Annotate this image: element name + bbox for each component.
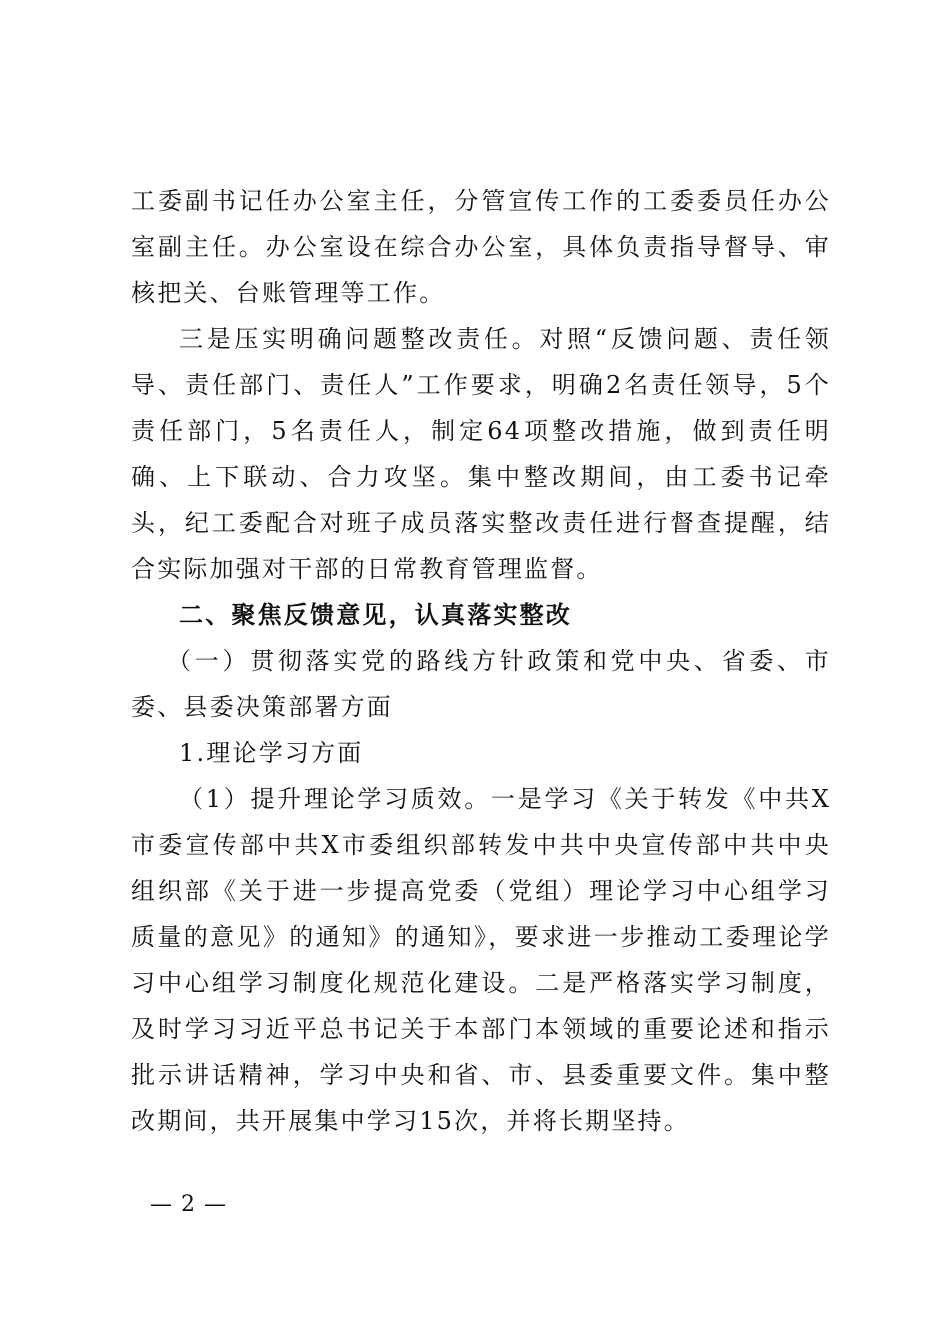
document-body [131,178,831,1144]
item-heading: 1.理论学习方面 [179,739,364,767]
paragraph-theory-study: （1）提升理论学习质效。一是学习《关于转发《中共X市委宣传部中共X市委组织部转发中共中央宣传部中共中央组织部《关于进一步提高党委（党组）理论学习中心组学习质量的意见》的通知》的通知》，要求进一步推动工委理论学习中心组学习制度化规范化建设。二是严格落实学习制度，及时学习习近平总书记关于本部门本领域的重要论述和指示批示讲话精神，学习中央和省、市、县委重要文件。集中整改期间，共开展集中学习15次，并将长期坚持。 [131,785,831,1135]
subsection-heading: （一）贯彻落实党的路线方针政策和党中央、省委、市委、县委决策部署方面 [131,647,831,721]
paragraph-office-duties: 工委副书记任办公室主任，分管宣传工作的工委委员任办公室副主任。办公室设在综合办公室，具体负责指导督导、审核把关、台账管理等工作。 [131,187,831,307]
page-number: — 2 — [150,1192,227,1217]
section-heading: 二、聚焦反馈意见，认真落实整改 [179,601,572,629]
paragraph-rectification-responsibility: 三是压实明确问题整改责任。对照“反馈问题、责任领导、责任部门、责任人”工作要求，明确2名责任领导，5个责任部门，5名责任人，制定64项整改措施，做到责任明确、上下联动、合力攻坚。集中整改期间，由工委书记牵头，纪工委配合对班子成员落实整改责任进行督查提醒，结合实际加强对干部的日常教育管理监督。 [131,325,831,583]
